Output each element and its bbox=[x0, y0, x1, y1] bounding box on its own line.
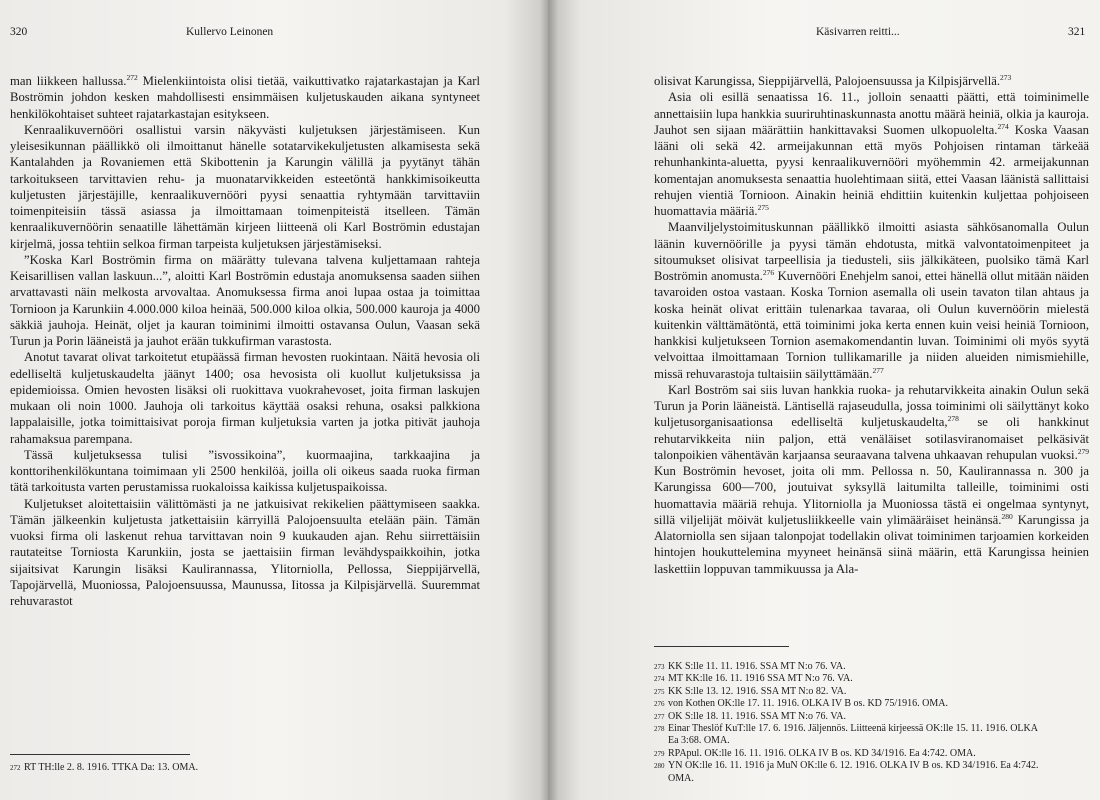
footnote-reference: 277 bbox=[872, 365, 884, 375]
footnote-text bbox=[668, 698, 1084, 710]
footnote-line: RPApul. OK:lle 16. 11. 1916. OLKA IV B os. KD 34/1916. Ea 4:742. OMA. bbox=[668, 747, 976, 759]
footnote bbox=[654, 748, 1084, 760]
footnote-rule bbox=[10, 754, 190, 755]
footnote-number: 274 bbox=[654, 675, 665, 684]
left-page bbox=[0, 0, 548, 800]
footnote-number: 280 bbox=[654, 762, 665, 771]
paragraph bbox=[654, 382, 1089, 577]
footnote-line: MT KK:lle 16. 11. 1916 SSA MT N:o 76. VA. bbox=[668, 673, 853, 685]
footnote-reference: 273 bbox=[1000, 72, 1012, 82]
footnote-number: 279 bbox=[654, 749, 665, 758]
text-run: se oli hankkinut rehutarvikkeita niin paljon, että venäläiset sotilasviranomaiset pelkäsivät talonpoikien vähentävän karjaansa seuraavana talvena uhkaavan rehupulan vuoksi. bbox=[654, 415, 1089, 462]
text-run: Kun Boströmin hevoset, joita oli mm. Pellossa n. 50, Kaulirannassa n. 300 ja Karungissa 600—700, joutuivat syksyllä laitumilta talleille, toiminimi osti huomattavia määriä rehuja. Ylitorniolla ja Muoniossa tästä ei ongelmaa syntynyt, sillä viljelijät möivät kuljetusliikkeelle vain ylimääräiset heinänsä. bbox=[654, 464, 1089, 527]
footnote-number: 273 bbox=[654, 663, 665, 671]
paragraph bbox=[10, 73, 480, 122]
paragraph bbox=[10, 122, 480, 252]
paragraph bbox=[654, 219, 1089, 382]
paragraph bbox=[10, 349, 480, 447]
footnote bbox=[654, 686, 1084, 698]
footnote-text bbox=[668, 661, 1084, 673]
footnote bbox=[654, 760, 1084, 785]
paragraph bbox=[10, 447, 480, 496]
body-text bbox=[654, 73, 1089, 577]
footnote-text bbox=[668, 723, 1084, 748]
text-run: ”Koska Karl Boströmin firma on määrätty tulevana talvena kuljettamaan rahteja Keisarillisen vallan laskuun...”, aloitti Karl Boströmin edustaja anomuksensa saaden siihen arvattavasti näin melkosta arvovaltaa. Anomuksessa firma anoi lupaa ostaa ja toimittaa Tornioon ja Karunkiin 4.000.000 kiloa heinää, 500.000 kiloa olkia, 500.000 kauroja ja 4000 säkkiä jauhoja. Heinät, oljet ja kauran toiminimi ilmoitti ostavansa Oulun, Vaasan sekä Turun ja Porin lääneistä ja jauhot erään tukkufirman varastosta. bbox=[10, 252, 480, 348]
footnote-reference: 280 bbox=[1001, 511, 1013, 521]
paragraph bbox=[10, 496, 480, 610]
footnote-reference: 274 bbox=[997, 121, 1009, 131]
footnote-line: von Kothen OK:lle 17. 11. 1916. OLKA IV B os. KD 75/1916. OMA. bbox=[668, 698, 948, 710]
footnote-line: Ea 3:68. OMA. bbox=[668, 735, 730, 747]
footnote-text bbox=[668, 748, 1084, 760]
footnote-text bbox=[668, 686, 1084, 698]
footnote bbox=[654, 723, 1084, 748]
text-run: man liikkeen hallussa. bbox=[10, 74, 127, 88]
footnote-number: 278 bbox=[654, 725, 665, 734]
running-head: Kullervo Leinonen bbox=[186, 26, 274, 38]
footnote-line: KK S:lle 13. 12. 1916. SSA MT N:o 82. VA. bbox=[668, 685, 847, 697]
footnote bbox=[654, 698, 1084, 710]
footnote-line: RT TH:lle 2. 8. 1916. TTKA Da: 13. OMA. bbox=[24, 762, 199, 773]
right-page bbox=[548, 0, 1100, 800]
footnote-line: KK S:lle 11. 11. 1916. SSA MT N:o 76. VA. bbox=[668, 661, 846, 672]
footnote-line: Einar Theslöf KuT:lle 17. 6. 1916. Jäljennös. Liitteenä kirjeessä OK:lle 15. 11. 1916. OLKA bbox=[668, 723, 1038, 735]
paragraph bbox=[654, 89, 1089, 219]
footnote-text bbox=[24, 762, 480, 774]
text-run: Karl Boström sai siis luvan hankkia ruoka- ja rehutarvikkeita ainakin Oulun sekä Turun ja Porin lääneistä. Läntisellä rajaseudulla, jossa toiminimi oli säilyttänyt koko kuljetusorganisaationsa edelliseltä kuljetuskaudelta, bbox=[654, 382, 1089, 430]
page-number: 320 bbox=[10, 26, 28, 38]
footnote-text bbox=[668, 711, 1084, 723]
footnote-number: 276 bbox=[654, 700, 665, 709]
book-gutter bbox=[540, 0, 558, 800]
text-run: Asia oli esillä senaatissa 16. 11., jolloin senaatti päätti, että toiminimelle annettaisiin lupa hankkia suuriruhtinaskunnasta anottu määrä heiniä, olkia ja kauroja. Jauhot sen sijaan määrättiin hankittavaksi Suomen ulkopuolelta. bbox=[654, 90, 1089, 137]
running-head: Käsivarren reitti... bbox=[816, 26, 900, 38]
footnote-text bbox=[668, 760, 1084, 785]
body-text bbox=[10, 73, 480, 609]
text-run: Kuvernööri Enehjelm sanoi, ettei hänellä ollut mitään näiden tavaroiden ostoa vastaan. Koska Tornion asemalla oli usein tavaton tilan ahtaus ja koska heinät olivat erittäin tulenarkaa tavaraa, oli Oulun kuvernöörin mielestä kuitenkin välttämätöntä, että toiminimi joka kerta ennen kuin veisi heiniä Tornioon, hankkisi kuljetukseen Tornion asemakomendantin luvan. Toiminimi oli myös syytä velvoittaa ilmoittamaan Tornion tullikamarille ja niiden alueiden nimismiehille, missä rehuvarastoja tultaisiin säilyttämään. bbox=[654, 269, 1089, 381]
footnote-reference: 276 bbox=[762, 267, 775, 277]
text-run: Kenraalikuvernööri osallistui varsin näkyvästi kuljetuksen järjestämiseen. Kun yleisesikunnan päällikkö oli ilmoittanut hänelle sotatarvikekuljetusten alkamisesta sekä Kantalahden ja Rovaniemen että Skibottenin ja Karungin välillä ja pyytänyt tähän tarkoitukseen tarvittavien rehu- ja muonatarvikkeiden esteetöntä hankkimisoikeutta kuljetusten järjestäjille, kenraalikuvernööri pyysi senaattia ryhtymään tarvittaviin toimenpiteisiin tässä asiassa ja ilmoittamaan toimenpiteistä itselleen. Tämän kenraalikuvernöörin senaatille lähettämän kirjeen liitteenä oli Karl Boströmin edustajan kirjelmä, jossa tehtiin selkoa firman tarpeista kuljetuksen järjestämiseksi. bbox=[10, 122, 480, 251]
footnotes bbox=[654, 661, 1084, 785]
footnote-reference: 272 bbox=[126, 72, 138, 82]
footnote-number: 277 bbox=[654, 712, 665, 721]
footnote-reference: 279 bbox=[1077, 446, 1089, 456]
text-run: Mielenkiintoista olisi tietää, vaikuttivatko rajatarkastajan ja Karl Boströmin johdon kesken mahdollisesti ensimmäisen kuljetuskauden aikana syntyneet henkilökohtaiset suhteet rajatarkastajan esitykseen. bbox=[10, 74, 480, 121]
footnote-number: 275 bbox=[654, 687, 665, 696]
footnote-line: YN OK:lle 16. 11. 1916 ja MuN OK:lle 6. 12. 1916. OLKA IV B os. KD 34/1916. Ea 4:742. bbox=[668, 760, 1039, 772]
footnote-number: 272 bbox=[10, 764, 21, 772]
footnote-text bbox=[668, 673, 1084, 685]
paragraph bbox=[654, 73, 1089, 89]
page-number: 321 bbox=[1068, 26, 1086, 38]
footnote bbox=[654, 711, 1084, 723]
text-run: Kuljetukset aloitettaisiin välittömästi ja ne jatkuisivat rekikelien päättymiseen saakka. Tämän jälkeenkin kuljetusta jatkettaisiin kärryillä Palojoensuulta etelään päin. Tämän vuoksi firma oli laskenut rehua tarvittavan noin 9 kuukauden ajan. Rehu siirrettäisiin rautateitse Torniosta Karunkiin, josta se jaettaisiin firman levähdyspaikkoihin, jotka sijaitsivat Karungin lisäksi Kaulirannassa, Ylitorniolla, Pellossa, Sieppijärvellä, Tapojärvellä, Muoniossa, Palojoensuussa, Maunussa, Iitossa ja Kilpisjärvellä. Suuremmat rehuvarastot bbox=[10, 496, 480, 608]
footnote-line: OK S:lle 18. 11. 1916. SSA MT N:o 76. VA. bbox=[668, 710, 846, 722]
footnote-rule bbox=[654, 646, 789, 647]
text-run: Koska Vaasan lääni oli sekä 42. armeijakunnan että myös Pohjoisen rintaman tärkeää rehunhankinta-aluetta, pyysi kenraalikuvernööri myöhemmin 42. armeijakunnan komentajan anomuksesta senaattia huolehtimaan siitä, ettei Vaasan läänistä sallittaisi rehujen vientiä Tornioon. Ainakin heiniä ehdittiin kuitenkin kuljettaa pohjoiseen huomattavia määriä. bbox=[654, 122, 1089, 218]
footnotes bbox=[10, 762, 480, 774]
footnote-line: OMA. bbox=[668, 772, 694, 784]
text-run: olisivat Karungissa, Sieppijärvellä, Palojoensuussa ja Kilpisjärvellä. bbox=[654, 74, 1001, 88]
text-run: Tässä kuljetuksessa tulisi ”isvossikoina”, kuormaajina, tarkkaajina ja konttorihenkilökuntana toimimaan yli 2500 henkilöä, joilla oli oikeus saada ruoka firman tätä tarkoitusta varten perustamissa ruokaloissa kaikissa kuljetuspaikoissa. bbox=[10, 447, 480, 495]
footnote bbox=[654, 673, 1084, 685]
footnote-reference: 278 bbox=[947, 414, 959, 424]
text-run: Anotut tavarat olivat tarkoitetut etupäässä firman hevosten ruokintaan. Näitä hevosia oli edelliseltä kuljetuskaudelta jäänyt 1400; osa hevosista oli kuollut kuljetuksissa ja epidemioissa. Omien hevosten lisäksi oli ruokittava vuokrahevoset, joita firman laskujen mukaan oli noin 1000. Jauhoja oli tarkoitus käyttää osaksi rehuna, osaksi palkkiona lappalaisille, jotka toimittaisivat poroja firman kuljetuksia varten ja jotka pitivät jauhoja rahamaksua parempana. bbox=[10, 350, 480, 446]
footnote bbox=[654, 661, 1084, 673]
footnote bbox=[10, 762, 480, 774]
text-run: Maanviljelystoimituskunnan päällikkö ilmoitti asiasta sähkösanomalla Oulun läänin kuvernöörille ja pyysi tämän ehdotusta, mitkä valvontatoimenpiteet ja sitoumukset olisivat tarpeellisia ja tiedusteli, siis jälkikäteen, puolsiko tämä Karl Boströmin anomusta. bbox=[654, 220, 1089, 283]
footnote-reference: 275 bbox=[757, 202, 769, 212]
text-run: Karungissa ja Alatorniolla sen sijaan talonpojat todellakin olivat toiminimen tarjoamien korkeiden hintojen houkuttelemina myyneet heinänsä siinä määrin, että Karungissa heinien laskettiin loppuvan tammikuussa ja Ala- bbox=[654, 512, 1089, 576]
paragraph bbox=[10, 252, 480, 350]
